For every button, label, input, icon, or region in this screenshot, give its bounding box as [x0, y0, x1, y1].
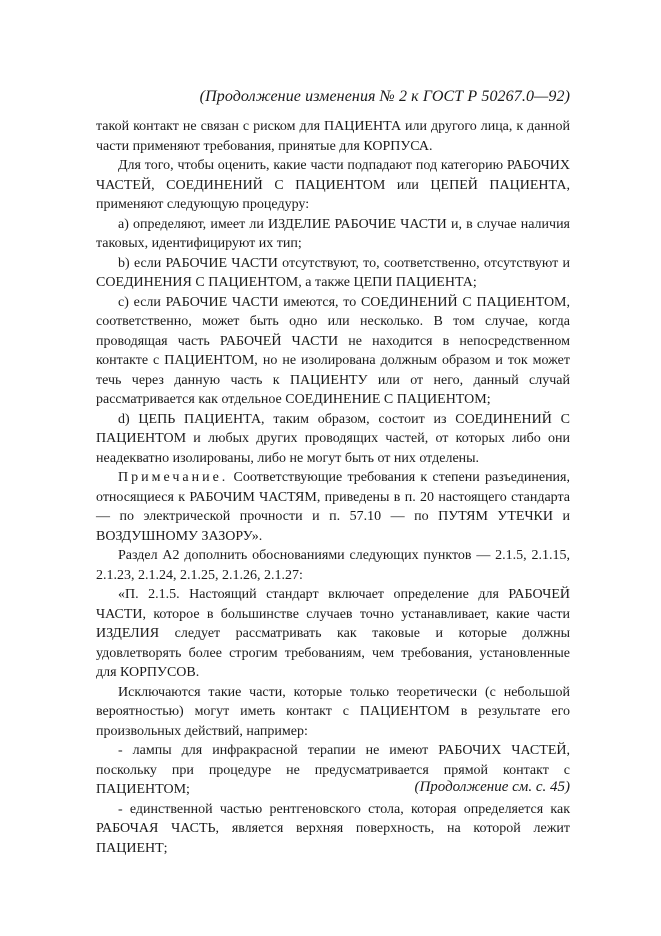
- paragraph-exclusions: Исключаются такие части, которые только теоретически (с небольшой вероятностью) могут иметь контакт с ПАЦИЕНТОМ в результате его произвольных действий, например:: [96, 684, 570, 739]
- page-content: [96, 0, 570, 936]
- body-text: [96, 117, 570, 858]
- list-item-a: а) определяют, имеет ли ИЗДЕЛИЕ РАБОЧИЕ ЧАСТИ и, в случае наличия таковых, идентифицируют их тип;: [96, 216, 570, 251]
- note-label: Примечание.: [118, 470, 229, 485]
- paragraph-section-a2: Раздел А2 дополнить обоснованиями следующих пунктов — 2.1.5, 2.1.15, 2.1.23, 2.1.24, 2.1.25, 2.1.26, 2.1.27:: [96, 548, 570, 583]
- list-item-infrared-lamps: - лампы для инфракрасной терапии не имеют РАБОЧИХ ЧАСТЕЙ, поскольку при процедуре не предусматривается прямой контакт с ПАЦИЕНТОМ;: [96, 743, 570, 797]
- list-item-c: с) если РАБОЧИЕ ЧАСТИ имеются, то СОЕДИНЕНИЙ С ПАЦИЕНТОМ, соответственно, может быть одно или несколько. В том случае, когда проводящая часть РАБОЧЕЙ ЧАСТИ не находится в непосредственном контакте с ПАЦИЕНТОМ, но не изолирована должным образом и ток может течь через данную часть к ПАЦИЕНТУ или от него, данный случай рассматривается как отдельное СОЕДИНЕНИЕ С ПАЦИЕНТОМ;: [96, 294, 570, 407]
- running-header: (Продолжение изменения № 2 к ГОСТ Р 50267.0—92): [199, 88, 570, 105]
- paragraph-clause-2-1-5: «П. 2.1.5. Настоящий стандарт включает определение для РАБОЧЕЙ ЧАСТИ, которое в большинстве случаев точно устанавливает, какие части ИЗДЕЛИЯ следует рассматривать как таковые и которые должны удовлетворять более строгим требованиям, чем требования, установленные для КОРПУСОВ.: [96, 587, 570, 680]
- list-item-d: d) ЦЕПЬ ПАЦИЕНТА, таким образом, состоит из СОЕДИНЕНИЙ С ПАЦИЕНТОМ и любых других проводящих частей, от которых либо они неадекватно изолированы, либо не могут быть от них отделены.: [96, 411, 570, 466]
- list-item-xray-table: - единственной частью рентгеновского стола, которая определяется как РАБОЧАЯ ЧАСТЬ, является верхняя поверхность, на которой лежит ПАЦИЕНТ;: [96, 801, 570, 856]
- paragraph-procedure-intro: Для того, чтобы оценить, какие части подпадают под категорию РАБОЧИХ ЧАСТЕЙ, СОЕДИНЕНИЙ С ПАЦИЕНТОМ или ЦЕПЕЙ ПАЦИЕНТА, применяют следующую процедуру:: [96, 158, 570, 212]
- paragraph-continuation: такой контакт не связан с риском для ПАЦИЕНТА или другого лица, к данной части применяют требования, принятые для КОРПУСА.: [96, 119, 570, 154]
- continuation-footer: (Продолжение см. с. 45): [414, 779, 570, 795]
- note-text: Соответствующие требования к степени разъединения, относящиеся к РАБОЧИМ ЧАСТЯМ, приведены в п. 20 настоящего стандарта — по электрической прочности и п. 57.10 — по ПУТЯМ УТЕЧКИ и ВОЗДУШНОМУ ЗАЗОРУ».: [96, 470, 570, 544]
- list-item-b: b) если РАБОЧИЕ ЧАСТИ отсутствуют, то, соответственно, отсутствуют и СОЕДИНЕНИЯ С ПАЦИЕНТОМ, а также ЦЕПИ ПАЦИЕНТА;: [96, 255, 570, 290]
- note-paragraph: [96, 468, 570, 546]
